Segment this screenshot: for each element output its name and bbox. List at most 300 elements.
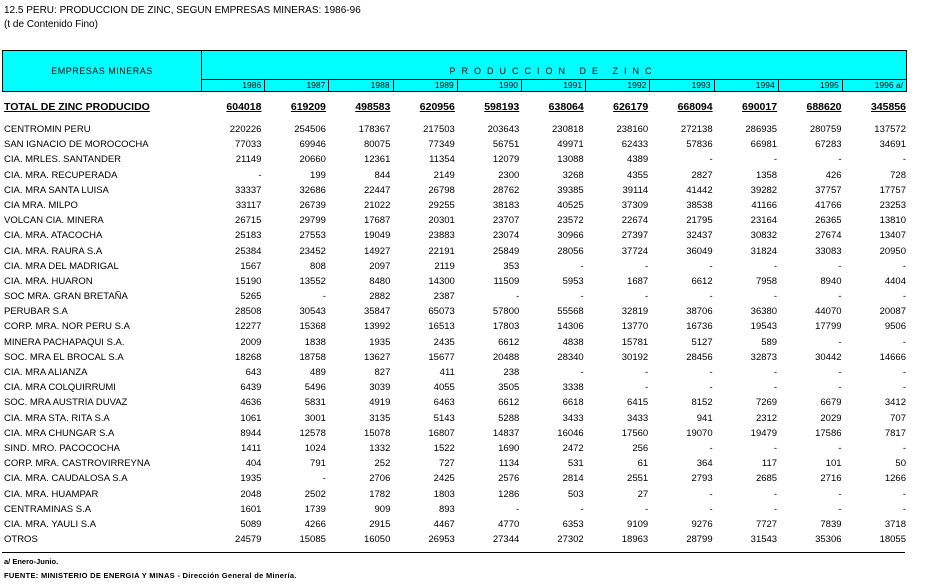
production-value: 3433 <box>627 412 649 424</box>
production-value: 13552 <box>299 275 326 287</box>
production-value: 23883 <box>428 230 455 242</box>
production-value: 5496 <box>304 382 326 394</box>
production-value: - <box>709 382 713 394</box>
production-value: 2009 <box>240 336 262 348</box>
table-row <box>4 456 909 471</box>
production-value: 5953 <box>562 275 584 287</box>
company-name: CIA. MRA. RECUPERADA <box>4 169 118 181</box>
production-value: 25183 <box>235 230 262 242</box>
production-value: 32686 <box>299 184 326 196</box>
production-value: - <box>838 442 842 454</box>
production-value: 280759 <box>809 124 842 135</box>
header-year: 1991 <box>522 80 586 92</box>
header-year: 1993 <box>650 80 714 92</box>
production-value: 15190 <box>235 275 262 287</box>
table-row <box>4 228 909 243</box>
production-value: 33337 <box>235 184 262 196</box>
production-value: 33117 <box>235 199 262 211</box>
production-value: 252 <box>374 458 391 470</box>
table-row <box>4 395 909 410</box>
production-value: - <box>773 260 778 272</box>
company-name: CIA. MRA ALIANZA <box>4 367 88 378</box>
production-value: 178367 <box>358 124 391 135</box>
production-value: 25849 <box>492 245 520 257</box>
company-name: SOC. MRA AUSTRIA DUVAZ <box>4 397 128 409</box>
table-row <box>4 289 909 304</box>
production-value: 808 <box>310 260 326 272</box>
production-value: 14666 <box>879 351 906 363</box>
table-row <box>4 380 909 395</box>
header-year: 1994 <box>715 80 779 92</box>
production-value: 23452 <box>299 245 326 257</box>
production-value: - <box>709 154 713 166</box>
production-value: 1739 <box>304 503 326 515</box>
production-value: 15085 <box>299 534 326 546</box>
table-row <box>4 365 909 380</box>
production-value: 27397 <box>621 230 649 242</box>
table-subtitle: (t de Contenido Fino) <box>4 19 98 30</box>
production-value: 11509 <box>493 275 520 287</box>
production-value: 6439 <box>240 382 262 394</box>
production-value: 5089 <box>240 518 262 530</box>
production-value: - <box>709 291 713 303</box>
production-value: - <box>902 382 906 394</box>
production-value: - <box>773 291 778 303</box>
production-value: 27302 <box>557 534 584 546</box>
table-row <box>4 152 909 167</box>
total-value: 598193 <box>484 101 520 113</box>
production-value: - <box>902 336 906 348</box>
company-name: CIA. MRA. YAULI S.A <box>4 518 97 530</box>
production-value: 364 <box>696 458 713 470</box>
production-value: 17799 <box>815 321 842 333</box>
production-value: 41766 <box>815 199 842 211</box>
production-value: 589 <box>761 336 778 348</box>
production-value: 21022 <box>363 199 391 211</box>
production-value: 1567 <box>240 260 262 272</box>
production-value: 29255 <box>428 199 455 211</box>
company-name: CIA MRA. MILPO <box>4 199 78 211</box>
bottom-divider <box>2 552 905 553</box>
production-value: 16807 <box>428 427 455 439</box>
production-value: 28340 <box>557 351 584 363</box>
production-value: 27553 <box>299 230 326 242</box>
company-name: SAN IGNACIO DE MOROCOCHA <box>4 139 149 151</box>
production-value: 489 <box>310 367 326 378</box>
production-value: 6463 <box>433 397 455 409</box>
production-value: 38183 <box>492 199 520 211</box>
table-body <box>4 98 909 547</box>
production-value: 531 <box>567 458 584 470</box>
production-value: 2425 <box>433 473 455 485</box>
production-value: 27674 <box>815 230 842 242</box>
production-value: - <box>773 488 778 500</box>
production-value: 1024 <box>304 442 326 454</box>
production-value: 893 <box>438 503 455 515</box>
production-value: 8152 <box>691 397 713 409</box>
table-row <box>4 487 909 502</box>
production-value: 18268 <box>235 351 262 363</box>
production-value: 5831 <box>304 397 326 409</box>
production-value: 1522 <box>433 442 455 454</box>
total-row <box>4 98 909 116</box>
production-value: 19070 <box>686 427 713 439</box>
production-value: 5143 <box>433 412 455 424</box>
production-value: 11354 <box>429 154 455 166</box>
table-row <box>4 259 909 274</box>
header-year: 1996 a/ <box>874 80 904 90</box>
header-year: 1992 <box>586 80 650 92</box>
production-value: 4838 <box>562 336 584 348</box>
production-value: 30442 <box>815 351 842 363</box>
production-value: 3718 <box>884 518 906 530</box>
total-value: 688620 <box>806 101 842 113</box>
production-value: 8940 <box>820 275 842 287</box>
production-value: 1803 <box>433 488 455 500</box>
production-value: 36049 <box>686 245 713 257</box>
production-value: 77349 <box>428 139 455 151</box>
table-row <box>4 168 909 183</box>
header-year: 1987 <box>265 80 329 92</box>
table-header <box>2 50 907 92</box>
production-value: 15677 <box>428 351 455 363</box>
table-row <box>4 350 909 365</box>
production-value: - <box>516 503 520 515</box>
production-value: 1266 <box>884 473 906 485</box>
production-value: - <box>709 488 713 500</box>
production-value: 28056 <box>557 245 584 257</box>
production-value: 14300 <box>428 275 455 287</box>
table-row <box>4 304 909 319</box>
production-value: 24579 <box>235 534 262 546</box>
table-row <box>4 426 909 441</box>
production-value: 26798 <box>428 184 455 196</box>
production-value: 18758 <box>299 351 326 363</box>
production-value: - <box>902 488 906 500</box>
production-value: 41166 <box>751 199 778 211</box>
production-value: - <box>902 442 906 454</box>
production-value: 61 <box>637 458 649 470</box>
production-value: 707 <box>890 412 906 424</box>
company-name: CIA. MRA. HUARON <box>4 275 93 287</box>
production-value: 2814 <box>562 473 584 485</box>
company-name: CIA. MRA DEL MADRIGAL <box>4 260 119 272</box>
production-value: 37757 <box>815 184 842 196</box>
production-value: 27 <box>637 488 649 500</box>
production-value: 727 <box>438 458 455 470</box>
table-row <box>4 502 909 517</box>
production-value: - <box>838 336 842 348</box>
production-value: 3039 <box>369 382 391 394</box>
production-value: 38538 <box>686 199 713 211</box>
production-value: 33083 <box>815 245 842 257</box>
production-value: 199 <box>310 169 326 181</box>
production-value: 80075 <box>363 139 391 151</box>
production-value: - <box>258 169 262 181</box>
production-value: 9276 <box>691 518 713 530</box>
production-value: 2685 <box>755 473 778 485</box>
header-year: 1995 <box>779 80 843 92</box>
production-value: 20301 <box>428 215 455 227</box>
company-name: CIA. MRA. ATACOCHA <box>4 230 103 242</box>
production-value: 17586 <box>815 427 842 439</box>
company-name: CENTRAMINAS S.A <box>4 503 92 515</box>
production-value: 1838 <box>304 336 326 348</box>
company-name: MINERA PACHAPAQUI S.A. <box>4 336 125 348</box>
production-value: 12361 <box>363 154 391 166</box>
production-value: 4266 <box>304 518 326 530</box>
production-value: - <box>645 382 649 394</box>
production-value: 35847 <box>363 306 391 318</box>
production-value: 2882 <box>369 291 391 303</box>
production-value: 3001 <box>304 412 326 424</box>
production-value: 844 <box>374 169 391 181</box>
production-value: 941 <box>696 412 713 424</box>
header-produccion: PRODUCCION DE ZINC <box>449 66 658 76</box>
production-value: - <box>838 382 842 394</box>
production-value: - <box>645 291 649 303</box>
production-value: 728 <box>890 169 906 181</box>
company-name: SOC. MRA EL BROCAL S.A <box>4 351 124 363</box>
production-value: 203643 <box>487 124 520 135</box>
production-value: 9506 <box>884 321 906 333</box>
company-name: CIA. MRA SANTA LUISA <box>4 184 109 196</box>
production-value: - <box>580 291 584 303</box>
total-value: 604018 <box>226 101 262 113</box>
production-value: 7839 <box>820 518 842 530</box>
production-value: 56751 <box>492 139 520 151</box>
production-value: 4389 <box>627 154 649 166</box>
table-row <box>4 137 909 152</box>
production-value: 57836 <box>686 139 713 151</box>
production-value: 7958 <box>755 275 778 287</box>
production-value: 17757 <box>879 184 906 196</box>
production-value: 2387 <box>433 291 455 303</box>
production-value: 28799 <box>686 534 713 546</box>
production-value: 8944 <box>240 427 262 439</box>
total-value: 345856 <box>870 101 906 113</box>
production-value: 1782 <box>369 488 391 500</box>
production-value: 39282 <box>750 184 778 196</box>
header-year: 1990 <box>458 80 522 92</box>
production-value: 6679 <box>820 397 842 409</box>
production-value: 77033 <box>235 139 262 151</box>
production-value: 13992 <box>363 321 391 333</box>
production-value: 29799 <box>299 215 326 227</box>
production-value: 9109 <box>627 518 649 530</box>
production-value: 6612 <box>498 397 520 409</box>
production-value: - <box>709 260 713 272</box>
production-value: 67283 <box>815 139 842 151</box>
table-row <box>4 335 909 350</box>
table-row <box>4 319 909 334</box>
production-value: 2119 <box>434 260 455 272</box>
production-value: 17803 <box>492 321 520 333</box>
production-value: 38706 <box>686 306 713 318</box>
production-value: 28762 <box>492 184 520 196</box>
company-name: SIND. MRO. PACOCOCHA <box>4 442 120 454</box>
production-value: 230818 <box>552 124 584 135</box>
table-row <box>4 517 909 532</box>
production-value: 20950 <box>879 245 906 257</box>
production-value: 50 <box>895 458 906 470</box>
production-value: 37309 <box>621 199 649 211</box>
production-value: 30832 <box>750 230 778 242</box>
company-name: CIA. MRA. HUAMPAR <box>4 488 99 500</box>
production-value: 1332 <box>369 442 391 454</box>
production-value: 2312 <box>755 412 778 424</box>
production-value: 1690 <box>498 442 520 454</box>
production-value: 62433 <box>621 139 649 151</box>
production-value: 4404 <box>884 275 906 287</box>
total-value: 619209 <box>290 101 326 113</box>
total-value: 638064 <box>548 101 584 113</box>
production-value: - <box>580 260 584 272</box>
production-value: 21795 <box>686 215 713 227</box>
production-value: 643 <box>245 367 262 378</box>
production-value: 2097 <box>369 260 391 272</box>
table-row <box>4 183 909 198</box>
production-value: 1411 <box>241 442 262 454</box>
production-value: 49971 <box>557 139 584 151</box>
production-value: 2716 <box>820 473 842 485</box>
production-value: 4919 <box>369 397 391 409</box>
production-value: 909 <box>374 503 391 515</box>
production-value: 13810 <box>879 215 906 227</box>
production-value: 3505 <box>498 382 520 394</box>
production-value: 4636 <box>240 397 262 409</box>
production-value: 2706 <box>369 473 391 485</box>
production-value: 26739 <box>299 199 326 211</box>
production-value: 23572 <box>557 215 584 227</box>
company-name: CIA. MRLES. SANTANDER <box>4 154 122 166</box>
production-value: - <box>838 503 842 515</box>
production-value: 40525 <box>557 199 584 211</box>
production-value: 7269 <box>755 397 778 409</box>
company-name: VOLCAN CIA. MINERA <box>4 215 104 227</box>
production-value: 20488 <box>492 351 520 363</box>
production-value: - <box>773 367 778 378</box>
production-value: 26365 <box>815 215 842 227</box>
production-value: 65073 <box>428 306 455 318</box>
production-value: 4055 <box>433 382 455 394</box>
source-note: FUENTE: MINISTERIO DE ENERGIA Y MINAS - Dirección General de Minería. <box>4 571 297 580</box>
production-value: 26715 <box>235 215 262 227</box>
production-value: 21149 <box>235 154 262 166</box>
production-value: 353 <box>503 260 520 272</box>
total-value: 620956 <box>419 101 455 113</box>
production-value: 1061 <box>240 412 262 424</box>
production-value: - <box>838 291 842 303</box>
production-value: 3433 <box>562 412 584 424</box>
production-value: 16736 <box>686 321 713 333</box>
production-value: 6415 <box>627 397 649 409</box>
production-value: 14927 <box>363 245 391 257</box>
header-year: 1989 <box>394 80 458 92</box>
production-value: 16050 <box>363 534 391 546</box>
production-value: 16046 <box>557 427 584 439</box>
production-value: 3268 <box>562 169 584 181</box>
production-value: 31824 <box>750 245 778 257</box>
production-value: 23164 <box>750 215 778 227</box>
total-label: TOTAL DE ZINC PRODUCIDO <box>4 101 150 113</box>
production-value: 137572 <box>874 124 906 135</box>
production-value: 30543 <box>299 306 326 318</box>
table-row <box>4 244 909 259</box>
total-value: 668094 <box>677 101 713 113</box>
production-value: 2048 <box>240 488 262 500</box>
production-value: - <box>902 291 906 303</box>
production-value: 14837 <box>492 427 520 439</box>
company-name: CIA. MRA. CAUDALOSA S.A <box>4 473 128 485</box>
production-value: 39385 <box>557 184 584 196</box>
production-value: 117 <box>761 458 778 470</box>
production-value: 18963 <box>621 534 649 546</box>
production-value: 32437 <box>686 230 713 242</box>
production-value: 2793 <box>691 473 713 485</box>
production-value: - <box>773 154 778 166</box>
table-row <box>4 198 909 213</box>
company-name: CIA. MRA CHUNGAR S.A <box>4 427 115 439</box>
production-value: - <box>645 503 649 515</box>
production-value: 1687 <box>627 275 649 287</box>
production-value: 30966 <box>557 230 584 242</box>
header-year: 1988 <box>329 80 393 92</box>
company-name: CIA. MRA STA. RITA S.A <box>4 412 110 424</box>
table-row <box>4 411 909 426</box>
production-value: 2827 <box>691 169 713 181</box>
production-value: 5127 <box>691 336 713 348</box>
production-value: 411 <box>439 367 455 378</box>
total-value: 626179 <box>613 101 649 113</box>
production-value: 34691 <box>879 139 906 151</box>
production-value: 28456 <box>686 351 713 363</box>
production-value: - <box>580 503 584 515</box>
production-value: 1935 <box>240 473 262 485</box>
production-value: 69946 <box>299 139 326 151</box>
production-value: 19049 <box>363 230 391 242</box>
production-value: - <box>902 260 906 272</box>
production-value: 791 <box>310 458 326 470</box>
total-value: 498583 <box>355 101 391 113</box>
production-value: 2029 <box>820 412 842 424</box>
production-value: 2502 <box>304 488 326 500</box>
production-value: 3338 <box>562 382 584 394</box>
production-value: 17560 <box>621 427 649 439</box>
company-name: PERUBAR S.A <box>4 306 68 318</box>
production-value: 55568 <box>557 306 584 318</box>
production-value: 23074 <box>492 230 520 242</box>
company-name: CENTROMIN PERU <box>4 124 91 135</box>
production-value: - <box>709 367 713 378</box>
table-row <box>4 213 909 228</box>
production-value: 272138 <box>680 124 713 135</box>
production-value: 404 <box>245 458 262 470</box>
company-name: OTROS <box>4 534 38 546</box>
production-value: 39114 <box>622 184 649 196</box>
table-row <box>4 122 909 137</box>
production-value: 32873 <box>750 351 778 363</box>
production-value: 41442 <box>686 184 713 196</box>
production-value: 8480 <box>369 275 391 287</box>
production-value: - <box>773 442 778 454</box>
production-value: 16513 <box>428 321 455 333</box>
company-name: CORP. MRA. CASTROVIRREYNA <box>4 458 151 470</box>
company-name: SOC MRA. GRAN BRETAÑA <box>4 291 128 303</box>
table-row <box>4 471 909 486</box>
production-value: 827 <box>374 367 391 378</box>
production-value: 12277 <box>235 321 262 333</box>
